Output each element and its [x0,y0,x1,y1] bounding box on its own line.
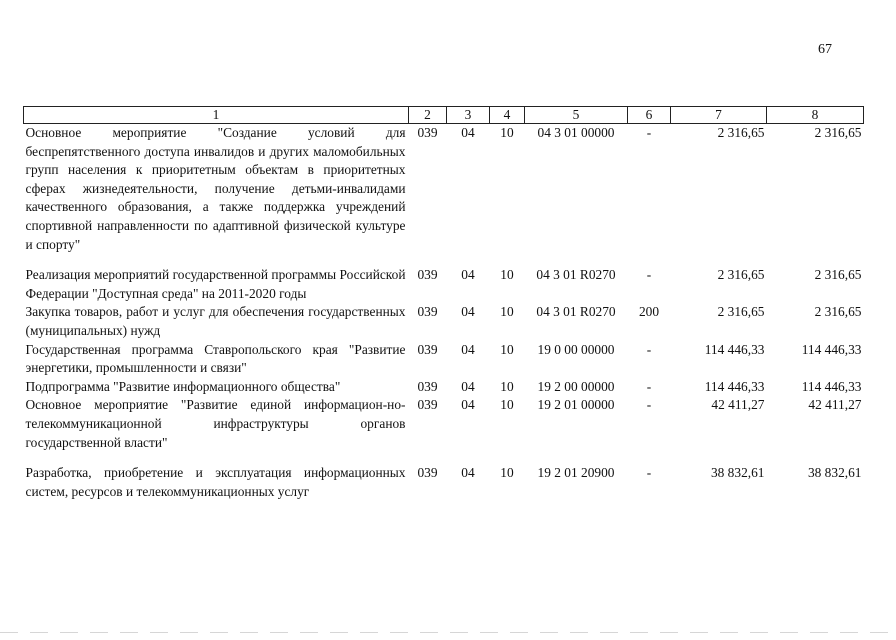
row-name: Реализация мероприятий государственной программы Российской Федерации "Доступная среда" на 2011-2020 годы [25,267,406,301]
amount-col8: 2 316,65 [814,125,862,140]
target-article: 19 2 00 00000 [537,378,615,394]
table-row [24,464,864,501]
amount-col7: 2 316,65 [717,304,765,320]
column-header: 2 [409,107,447,124]
expense-type: - [646,397,652,413]
section-code: 04 [461,397,475,413]
amount-col7: 114 446,33 [704,378,765,394]
table-row [24,124,864,267]
amount-col7: 2 316,65 [717,125,765,140]
target-article: 19 2 01 00000 [537,397,615,413]
amount-col7: 2 316,65 [717,267,765,283]
page-number: 67 [818,42,832,57]
row-name: Подпрограмма "Развитие информационного общества" [25,378,341,394]
table-row [24,341,864,378]
subsection-code: 10 [500,267,514,283]
target-article: 04 3 01 R0270 [536,267,616,283]
ministry-code: 039 [417,465,438,481]
target-article: 19 2 01 20900 [537,465,615,481]
row-name: Основное мероприятие "Развитие единой информацион-но-телекоммуникационной инфраструктуры органов государственной власти" [25,397,406,450]
ministry-code: 039 [417,267,438,283]
amount-col7: 38 832,61 [710,465,765,481]
table-row [24,303,864,340]
subsection-code: 10 [500,341,514,357]
expense-type: - [646,465,652,481]
subsection-code: 10 [500,125,514,140]
column-header: 3 [447,107,490,124]
subsection-code: 10 [500,465,514,481]
amount-col8: 42 411,27 [808,397,862,413]
row-name: Основное мероприятие "Создание условий для беспрепятственного доступа инвалидов и других маломобильных групп населения к приоритетным объектам в приоритетных сферах жизнедеятельности, получение детьми-инвалидами качественного образования, а также поддержка учреждений спортивной направленности по адаптивной физической культуре и спорту" [25,125,406,252]
amount-col8: 2 316,65 [814,267,862,283]
table-row [24,396,864,464]
ministry-code: 039 [417,125,438,140]
expense-type: 200 [638,304,660,320]
section-code: 04 [461,125,475,140]
expense-type: - [646,125,652,140]
table-row [24,266,864,303]
expense-type: - [646,341,652,357]
subsection-code: 10 [500,304,514,320]
amount-col8: 114 446,33 [801,341,862,357]
ministry-code: 039 [417,304,438,320]
amount-col7: 42 411,27 [711,397,765,413]
target-article: 19 0 00 00000 [537,341,615,357]
budget-table [23,106,864,501]
section-code: 04 [461,341,475,357]
ministry-code: 039 [417,397,438,413]
column-header: 4 [490,107,525,124]
column-header: 6 [628,107,671,124]
table-header-row [24,107,864,124]
column-header: 7 [671,107,767,124]
section-code: 04 [461,304,475,320]
column-header: 5 [525,107,628,124]
amount-col8: 38 832,61 [807,465,862,481]
target-article: 04 3 01 00000 [537,125,615,140]
subsection-code: 10 [500,378,514,394]
expense-type: - [646,267,652,283]
row-name: Закупка товаров, работ и услуг для обеспечения государственных (муниципальных) нужд [25,304,406,338]
scan-artifact-line [0,632,896,633]
section-code: 04 [461,465,475,481]
column-header: 8 [767,107,864,124]
ministry-code: 039 [417,378,438,394]
target-article: 04 3 01 R0270 [536,304,616,320]
row-name: Государственная программа Ставропольского края "Развитие энергетики, промышленности и связи" [25,341,406,376]
column-header: 1 [24,107,409,124]
table-row [24,378,864,397]
amount-col8: 114 446,33 [801,378,862,394]
amount-col7: 114 446,33 [704,341,765,357]
section-code: 04 [461,267,475,283]
ministry-code: 039 [417,341,438,357]
row-name: Разработка, приобретение и эксплуатация информационных систем, ресурсов и телекоммуникационных услуг [25,465,406,499]
expense-type: - [646,378,652,394]
subsection-code: 10 [500,397,514,413]
amount-col8: 2 316,65 [814,304,862,320]
section-code: 04 [461,378,475,394]
